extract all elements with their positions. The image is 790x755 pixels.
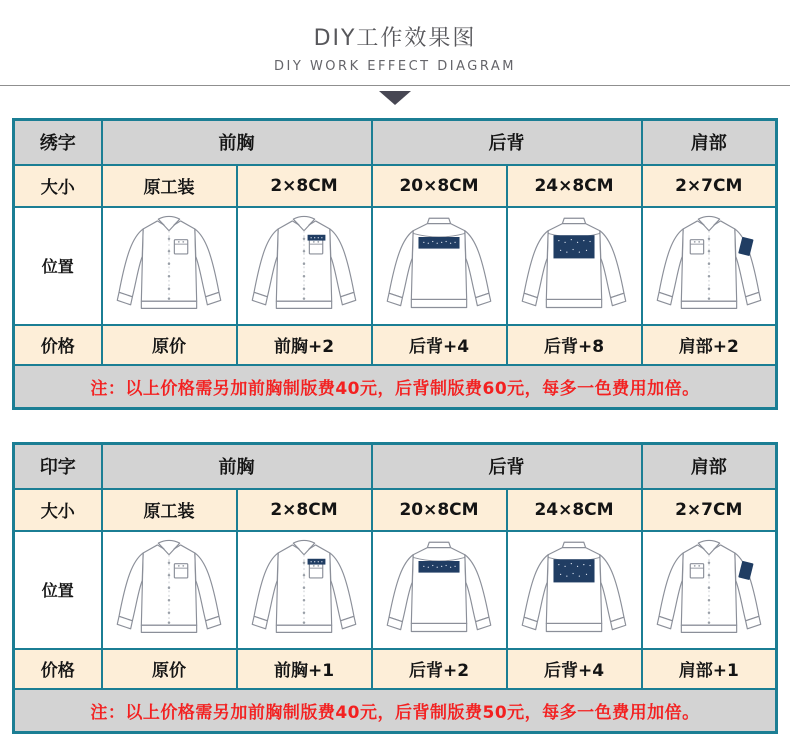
price-value: 前胸+1 [237,649,372,689]
printing-spec-table [12,442,778,734]
shirt-front-plain-icon [111,537,227,643]
price-value: 肩部+2 [642,325,777,365]
shirt-back-label-24x8-icon [516,537,632,643]
triangle-down-icon [379,91,411,105]
price-value: 肩部+1 [642,649,777,689]
embroidery-position-row [14,207,777,325]
page-subtitle: DIY WORK EFFECT DIAGRAM [274,59,516,74]
printing-note-row [14,689,777,733]
embroidery-type-label: 绣字 [14,120,102,165]
printing-size-row [14,489,777,531]
position-cell [102,531,237,649]
position-cell [642,531,777,649]
price-value: 后背+2 [372,649,507,689]
printing-position-row [14,531,777,649]
printing-header-row [14,444,777,489]
embroidery-header-row [14,120,777,165]
area-header-front-chest: 前胸 [102,444,372,489]
area-header-back: 后背 [372,444,642,489]
position-cell [507,207,642,325]
price-value: 后背+4 [372,325,507,365]
embroidery-price-row [14,325,777,365]
shirt-front-chest-label-icon [246,213,362,319]
position-row-label: 位置 [14,531,102,649]
position-cell [372,207,507,325]
price-row-label: 价格 [14,649,102,689]
shirt-shoulder-label-icon [651,537,767,643]
size-value: 20×8CM [372,489,507,531]
position-cell [642,207,777,325]
area-header-shoulder: 肩部 [642,120,777,165]
printing-type-label: 印字 [14,444,102,489]
price-value: 后背+4 [507,649,642,689]
price-value: 原价 [102,325,237,365]
printing-price-row [14,649,777,689]
price-value: 前胸+2 [237,325,372,365]
position-cell [237,531,372,649]
area-header-front-chest: 前胸 [102,120,372,165]
position-cell [237,207,372,325]
size-value: 2×8CM [237,165,372,207]
size-value: 24×8CM [507,489,642,531]
price-value: 后背+8 [507,325,642,365]
size-value: 20×8CM [372,165,507,207]
size-row-label: 大小 [14,165,102,207]
shirt-back-label-20x8-icon [381,537,497,643]
embroidery-note: 注：以上价格需另加前胸制版费40元，后背制版费60元，每多一色费用加倍。 [14,365,777,409]
size-value: 2×7CM [642,489,777,531]
price-value: 原价 [102,649,237,689]
area-header-shoulder: 肩部 [642,444,777,489]
price-row-label: 价格 [14,325,102,365]
size-value: 2×8CM [237,489,372,531]
header-divider [0,85,790,86]
size-value: 原工装 [102,165,237,207]
size-value: 原工装 [102,489,237,531]
size-row-label: 大小 [14,489,102,531]
position-cell [102,207,237,325]
shirt-front-plain-icon [111,213,227,319]
printing-note: 注：以上价格需另加前胸制版费40元，后背制版费50元，每多一色费用加倍。 [14,689,777,733]
position-row-label: 位置 [14,207,102,325]
page-header [0,0,790,105]
shirt-front-chest-label-icon [246,537,362,643]
position-cell [507,531,642,649]
shirt-back-label-24x8-icon [516,213,632,319]
shirt-shoulder-label-icon [651,213,767,319]
size-value: 24×8CM [507,165,642,207]
area-header-back: 后背 [372,120,642,165]
embroidery-size-row [14,165,777,207]
embroidery-spec-table [12,118,778,410]
page-title: DIY工作效果图 [313,26,477,51]
position-cell [372,531,507,649]
embroidery-note-row [14,365,777,409]
size-value: 2×7CM [642,165,777,207]
shirt-back-label-20x8-icon [381,213,497,319]
